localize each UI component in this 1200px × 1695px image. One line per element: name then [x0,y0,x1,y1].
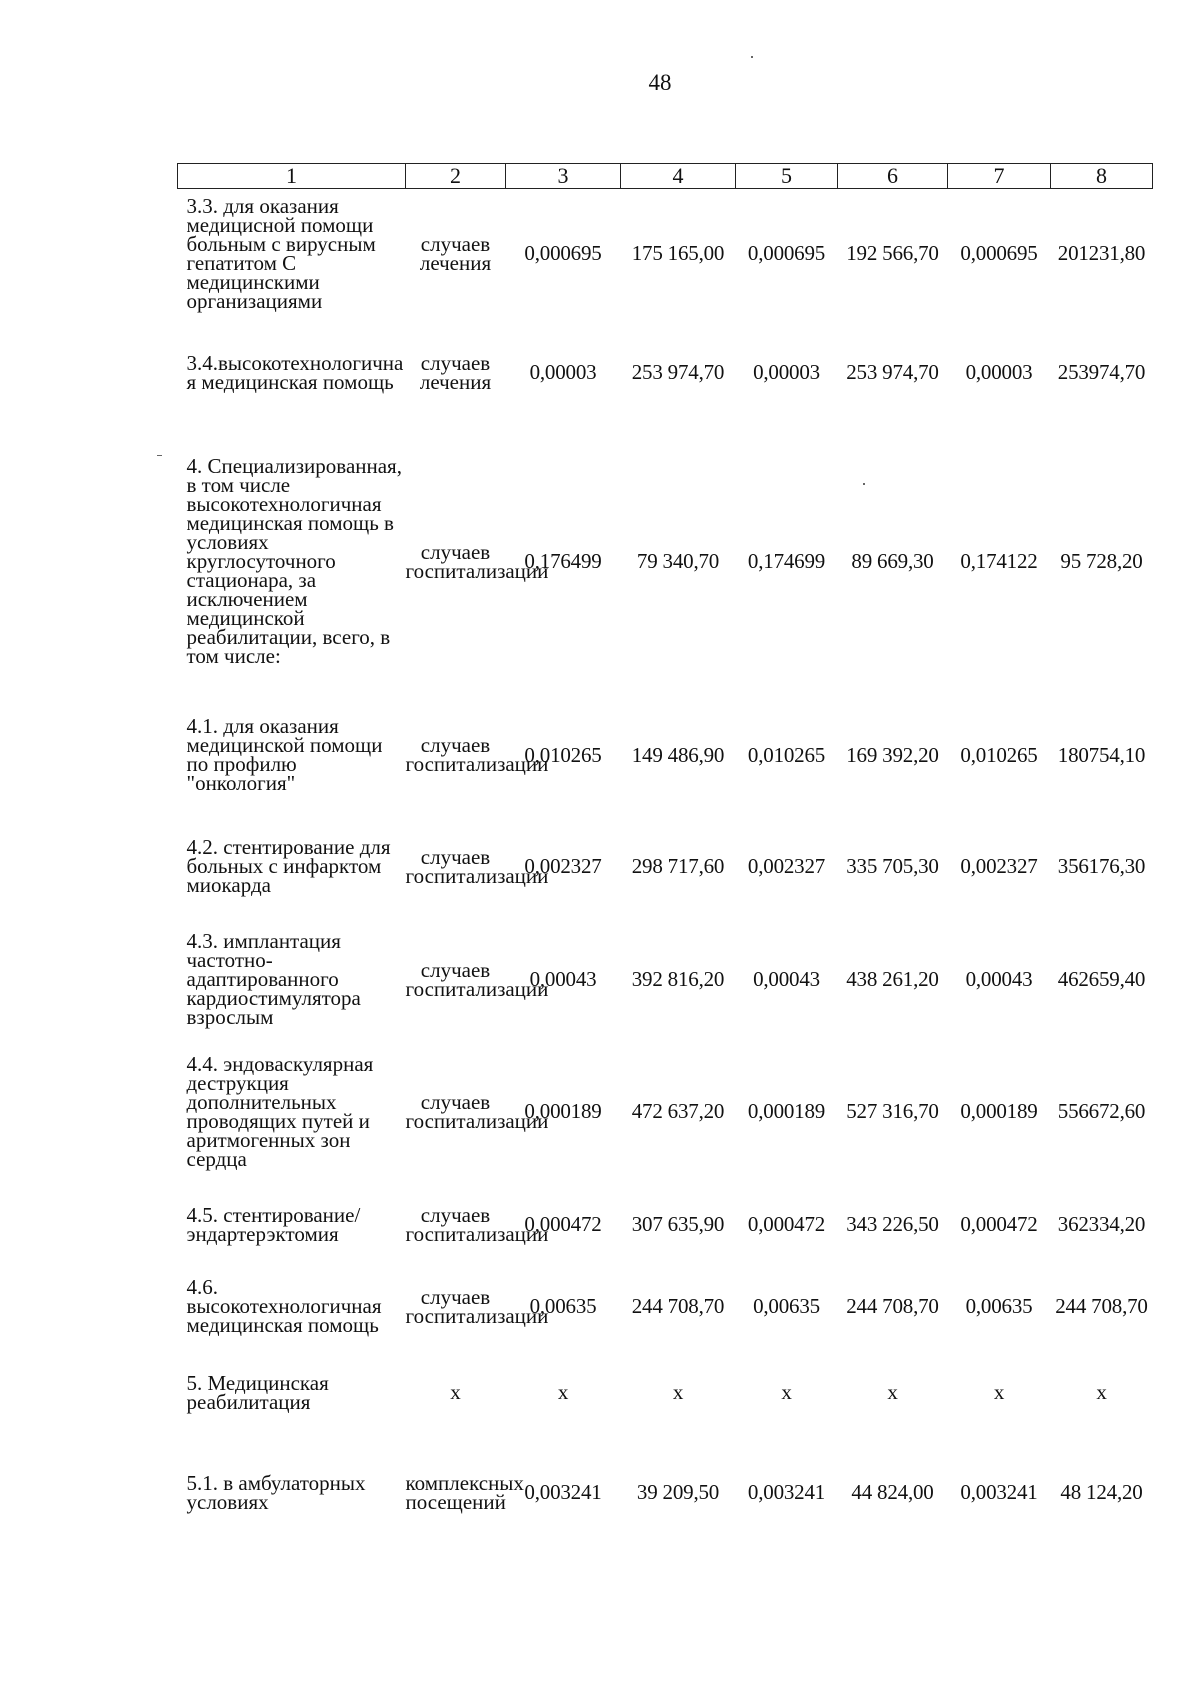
row-value: 356176,30 [1057,854,1146,878]
row-value: 0,003241 [960,1480,1038,1504]
row-unit: случаев лечения [419,231,492,275]
row-name: 4.6. высокотехнологичная медицинская помощь [186,1275,382,1337]
column-number: 6 [838,164,948,189]
row-value: 0,000189 [960,1099,1038,1123]
row-value: x [672,1380,684,1404]
row-value: 343 226,50 [846,1212,939,1236]
table-row [178,697,1153,814]
row-name: 4.4. эндоваскулярная деструкция дополнительных проводящих путей и аритмогенных зон сердца [186,1051,374,1171]
row-name: 5.1. в амбулаторных условиях [186,1470,366,1514]
row-value: 244 708,70 [846,1294,939,1318]
row-value: 0,002327 [524,854,602,878]
row-unit: x [450,1380,461,1404]
row-value: 0,00003 [529,360,597,384]
page-number: 48 [648,70,672,95]
row-name: 3.3. для оказания медицисной помощи больным с вирусным гепатитом С медицинскими организациями [186,193,376,313]
row-name: 4.2. стентирование для больных с инфарктом миокарда [186,835,391,897]
row-value: 201231,80 [1057,241,1146,266]
row-value: 0,000189 [524,1099,602,1123]
row-value: 192 566,70 [846,241,939,266]
row-value: 89 669,30 [851,549,934,573]
row-value: 307 635,90 [631,1212,725,1236]
row-name: 3.4.высокотехнологичная медицинская помощь [186,350,404,394]
table-row [178,427,1153,697]
row-value: 244 708,70 [631,1294,725,1318]
row-value: 298 717,60 [631,854,725,878]
row-value: 253 974,70 [631,360,725,384]
row-value: 0,000472 [747,1212,826,1236]
column-number: 3 [506,164,621,189]
row-value: 335 705,30 [846,854,939,878]
row-value: 462659,40 [1057,967,1146,991]
row-value: 44 824,00 [851,1480,934,1504]
row-value: 392 816,20 [631,967,725,991]
table-row [178,1348,1153,1438]
row-value: 0,010265 [960,742,1038,767]
row-unit: случаев госпитализации [405,733,549,776]
row-name: 4.5. стентирование/ эндартерэктомия [186,1202,361,1246]
row-value: 0,00635 [965,1294,1033,1318]
table-row [178,1266,1153,1348]
row-value: 253974,70 [1057,360,1146,384]
norms-table [177,163,1153,1548]
table-row [178,189,1153,319]
table-row [178,319,1153,427]
row-value: 0,000695 [524,241,602,266]
row-value: x [1096,1380,1107,1404]
row-value: 0,010265 [524,742,602,767]
row-value: 0,00635 [753,1294,820,1318]
row-value: 0,174122 [960,549,1038,573]
table-row [178,1438,1153,1548]
row-unit: случаев госпитализации [405,1202,549,1246]
column-number: 7 [948,164,1051,189]
column-number: 2 [406,164,506,189]
row-value: 472 637,20 [631,1099,725,1123]
row-value: 0,176499 [524,549,602,573]
row-value: 253 974,70 [846,360,939,384]
row-value: 149 486,90 [631,742,725,767]
table-row [178,814,1153,920]
row-value: 0,000472 [960,1212,1038,1236]
row-value: 39 209,50 [636,1480,720,1504]
row-name: 4.1. для оказания медицинской помощи по профилю "онкология" [186,714,383,795]
table-row [178,1040,1153,1184]
row-value: 0,010265 [747,742,826,767]
row-value: 0,00043 [753,967,820,991]
row-value: 438 261,20 [846,967,939,991]
table-row [178,920,1153,1040]
column-number: 8 [1051,164,1153,189]
row-value: 79 340,70 [636,549,720,573]
column-number: 5 [736,164,838,189]
row-unit: случаев госпитализации [405,844,549,888]
row-unit: случаев лечения [419,350,492,394]
row-value: 0,00043 [965,967,1033,991]
table-row [178,1184,1153,1266]
row-value: 0,00043 [529,967,597,991]
row-value: 527 316,70 [846,1099,939,1123]
row-value: x [993,1380,1005,1404]
row-value: 0,002327 [960,854,1038,878]
scan-speck [751,56,753,58]
row-value: x [781,1380,792,1404]
row-value: 0,003241 [524,1480,602,1504]
row-value: 169 392,20 [846,742,939,767]
row-value: 244 708,70 [1055,1294,1148,1318]
column-number-row [178,164,1153,189]
row-value: 48 124,20 [1060,1480,1143,1504]
row-value: 0,000472 [524,1212,602,1236]
row-unit: комплексных посещений [405,1470,524,1514]
row-value: 0,000189 [747,1099,826,1123]
row-value: 0,174699 [747,549,826,573]
row-value: 0,003241 [747,1480,826,1504]
row-value: x [557,1380,569,1404]
row-value: 0,002327 [747,854,826,878]
scan-speck [157,455,162,456]
row-value: 0,00003 [753,360,820,384]
row-value: x [887,1380,898,1404]
row-name: 4.3. имплантация частотно-адаптированного кардиостимулятора взрослым [186,929,361,1029]
column-number: 4 [621,164,736,189]
row-unit: случаев госпитализации [405,957,549,1001]
row-value: 95 728,20 [1060,549,1143,573]
row-unit: случаев госпитализации [405,539,549,583]
row-value: 556672,60 [1057,1099,1146,1123]
row-value: 0,000695 [747,241,826,266]
row-value: 0,000695 [960,241,1038,266]
column-number: 1 [178,164,406,189]
row-unit: случаев госпитализации [405,1284,549,1328]
row-value: 0,00635 [529,1294,597,1318]
row-name: 4. Специализированная, в том числе высокотехнологичная медицинская помощь в условиях круглосуточного стационара, за исключением медицинской реабилитации, всего, в том числе: [186,454,402,668]
row-name: 5. Медицинская реабилитация [186,1370,329,1414]
row-unit: случаев госпитализации [405,1089,549,1133]
row-value: 180754,10 [1057,742,1146,767]
row-value: 362334,20 [1057,1212,1146,1236]
row-value: 0,00003 [965,360,1033,384]
row-value: 175 165,00 [631,241,725,266]
